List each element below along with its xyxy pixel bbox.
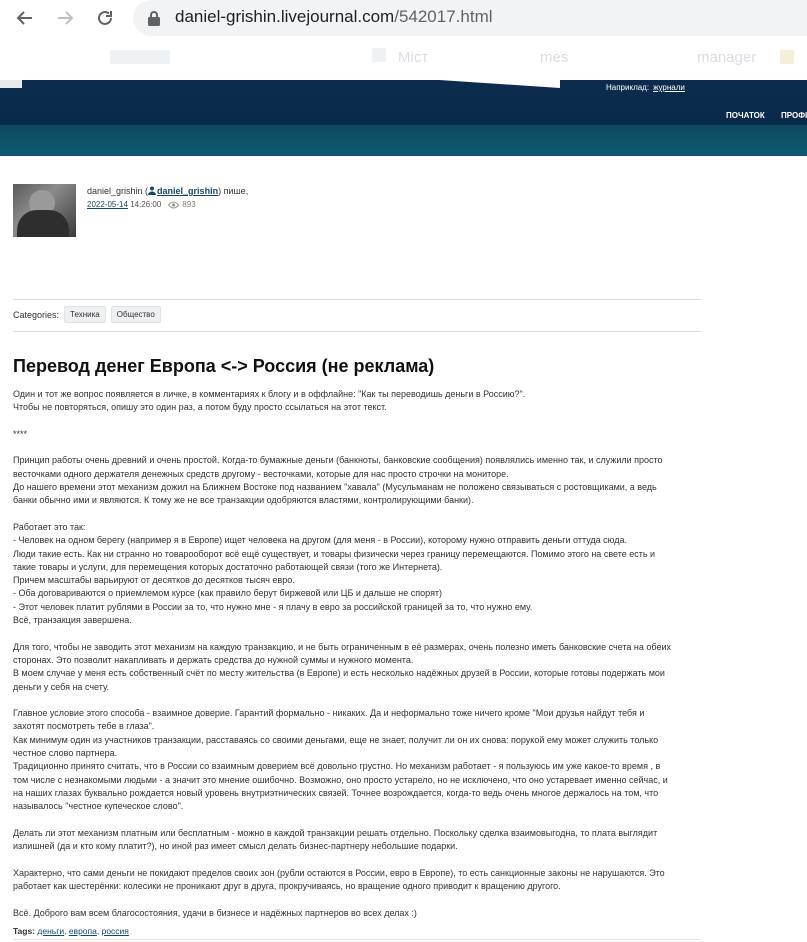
post-body (13, 388, 703, 920)
body-line: Всё. Доброго вам всем благосостояния, удачи в бизнесе и надёжных партнеров во всех делах :) (13, 907, 417, 918)
forward-button[interactable] (53, 6, 77, 30)
writes-text: пише, (223, 186, 249, 196)
avatar[interactable] (13, 184, 76, 237)
paragraph-gap (13, 508, 703, 521)
paragraph-gap (13, 893, 703, 906)
body-line: такие товары и услуги, для перемещения которых достаточно работающей связи (того же Интернета). (13, 561, 443, 572)
body-line: Один и тот же вопрос появляется в личке, в комментариях к блогу и в оффлайне: "Как ты переводишь деньги в Россию?". (13, 389, 526, 399)
categories-label: Categories: (13, 309, 60, 320)
arrow-left-icon (15, 8, 35, 28)
url-path: /542017.html (394, 7, 493, 26)
post-date[interactable]: 2022-05-14 (87, 200, 128, 209)
search-example (606, 83, 685, 92)
paragraph-gap (13, 441, 703, 454)
author-line: daniel_grishin ( daniel_grishin) пише, (87, 186, 249, 196)
paragraph-gap (13, 415, 703, 428)
body-line: Как минимум один из участников транзакции, расставаясь со своими деньгами, еще не знает, получит ли он их снова: порукой ему может служить только (13, 734, 659, 745)
tag-link[interactable]: европа (68, 926, 97, 936)
body-line: В моем случае у меня есть собственный счёт по месту жительства (в Европе) и есть несколько надёжных друзей в России, которые готовы подержать мои (13, 668, 665, 679)
tag-link[interactable]: деньги (37, 926, 65, 936)
body-line: Традиционно принято считать, что в России со взаимным доверием всё довольно грустно. Но механизм работает - я пользуюсь им уже какое-то время , в (13, 761, 661, 772)
menu-home[interactable]: ПОЧАТОК (726, 111, 765, 120)
url-host: daniel-grishin.livejournal.com (175, 7, 395, 26)
user-icon (148, 186, 156, 195)
body-line: Люди такие есть. Как ни странно но товарооборот всё ещё существует, и товары физически через границу перемещаются. Помимо этого на свете есть и (13, 548, 656, 559)
category-tag[interactable]: Общество (111, 306, 161, 323)
ghost-block (780, 50, 794, 64)
arrow-right-icon (55, 8, 75, 28)
reload-icon (95, 8, 115, 28)
body-line: том числе с незнакомыми людьми - а значит это мнение ошибочно. Возможно, оно просто устарело, но не исключено, что оно устаревает именно сейчас, и (13, 774, 668, 785)
eye-icon (168, 201, 179, 209)
tags-label: Tags: (13, 926, 36, 936)
ghost-block (110, 50, 170, 64)
category-tag[interactable]: Техника (64, 306, 106, 323)
site-header (0, 36, 807, 156)
body-line: Работает это так: (13, 521, 86, 532)
body-line: работает как шестерёнки: колесики не проникают друг в друга, прокручиваясь, но вращение одного приводит к вращению другого. (13, 880, 561, 891)
example-label: Наприклад: (606, 83, 650, 92)
author-name: daniel_grishin (87, 186, 143, 196)
menu-profile[interactable]: ПРОФІ (781, 111, 807, 120)
view-count: 893 (182, 200, 196, 209)
body-line: деньги у себя на счету. (13, 681, 110, 692)
example-link[interactable]: журнали (653, 83, 685, 92)
header-nav-bar (0, 125, 807, 156)
body-line: - Этот человек платит рублями в России за то, что нужно мне - я плачу в евро за российской границей за то, что нужно ему. (13, 601, 533, 612)
body-line: - Оба договариваются о приемлемом курсе (как правило берут биржевой или ЦБ и дальше не спорят) (13, 588, 443, 599)
body-line: До нашего времени этот механизм дожил на Ближнем Востоке под названием "хавала" (Мусульманам не положено связываться с ростовщиками, а ведь (13, 482, 657, 493)
ghost-block (372, 48, 386, 62)
body-line: честное слово партнера. (13, 748, 118, 759)
tag-link[interactable]: россия (101, 926, 129, 936)
divider (13, 299, 701, 300)
body-line: называлось "честное купеческое слово". (13, 801, 184, 812)
body-line: весточками одного держателя денежных средств другому - весточками, которые для нас просто строчки на мониторе. (13, 468, 509, 479)
paragraph-gap (13, 694, 703, 707)
address-bar[interactable] (133, 0, 807, 36)
divider (13, 939, 701, 940)
paragraph-gap (13, 853, 703, 866)
body-line: банки обычно ими и являются. К тому же не все транзакции одобряются властями, контролирующими банки). (13, 495, 474, 506)
author-username-link[interactable]: daniel_grishin (157, 186, 219, 196)
ghost-text: mes (540, 49, 569, 66)
body-line: излишней (да и кто кому платит?), но иной раз имеет смысл делать бизнес-партнеру небольшие подарки. (13, 841, 458, 852)
post-tags: Tags: деньги, европа, россия (13, 926, 129, 936)
body-line: Причем масштабы варьируют от десятков до десятков тысяч евро. (13, 575, 295, 586)
body-line: Характерно, что сами деньги не покидают пределов своих зон (рубли остаются в России, евро в Европе), то есть санкционные законы не нарушаются. Это (13, 867, 665, 878)
paragraph-gap (13, 814, 703, 827)
body-line: Принцип работы очень древний и очень простой. Когда-то бумажные деньги (банкноты, банковские сообщения) появлялись именно так, и служили просто (13, 455, 663, 466)
post-meta (87, 200, 196, 209)
url-text (175, 7, 493, 27)
body-line: Чтобы не повторяться, опишу это один раз, а потом буду просто ссылаться на этот текст. (13, 402, 387, 413)
post-time: 14:26:00 (130, 200, 162, 209)
back-button[interactable] (13, 6, 37, 30)
lock-icon (147, 10, 161, 26)
body-line: Главное условие этого способа - взаимное доверие. Гарантий формально - никаких. Да и неформально тоже ничего кроме "Мои друзья найдут тебя и (13, 708, 645, 719)
divider (13, 331, 701, 332)
body-line: Всё, транзакция завершена. (13, 615, 132, 626)
ghost-text: manager (697, 49, 757, 66)
header-swoosh (0, 72, 807, 88)
categories (13, 306, 161, 323)
body-line: **** (13, 428, 28, 439)
body-line: сторонах. Это позволит накапливать и держать средства до нужной суммы и нужного момента. (13, 654, 414, 665)
ghost-text: Міст (398, 49, 429, 66)
post-title: Перевод денег Европа <-> Россия (не реклама) (13, 356, 435, 376)
body-line: Для того, чтобы не заводить этот механизм на каждую транзакцию, и не быть ограниченным в её размерах, очень полезно иметь банковские счета на обеих (13, 641, 671, 652)
body-line: на наших глазах буквально рождается новый уровень внутриэтнических связей. Точнее возрождается, когда-то ведь очень многое держалось на том, что (13, 787, 659, 798)
body-line: захотят посмотреть тебе в глаза". (13, 721, 155, 732)
body-line: Делать ли этот механизм платным или бесплатным - можно в каждой транзакции решать отдельно. Поскольку сделка взаимовыгодна, то плата выглядит (13, 827, 658, 838)
body-line: - Человек на одном берегу (например я в Европе) ищет человека на другом (для меня - в России), которому нужно отправить деньги оттуда сюда. (13, 535, 627, 546)
paragraph-gap (13, 627, 703, 640)
browser-toolbar (0, 0, 807, 36)
reload-button[interactable] (93, 6, 117, 30)
